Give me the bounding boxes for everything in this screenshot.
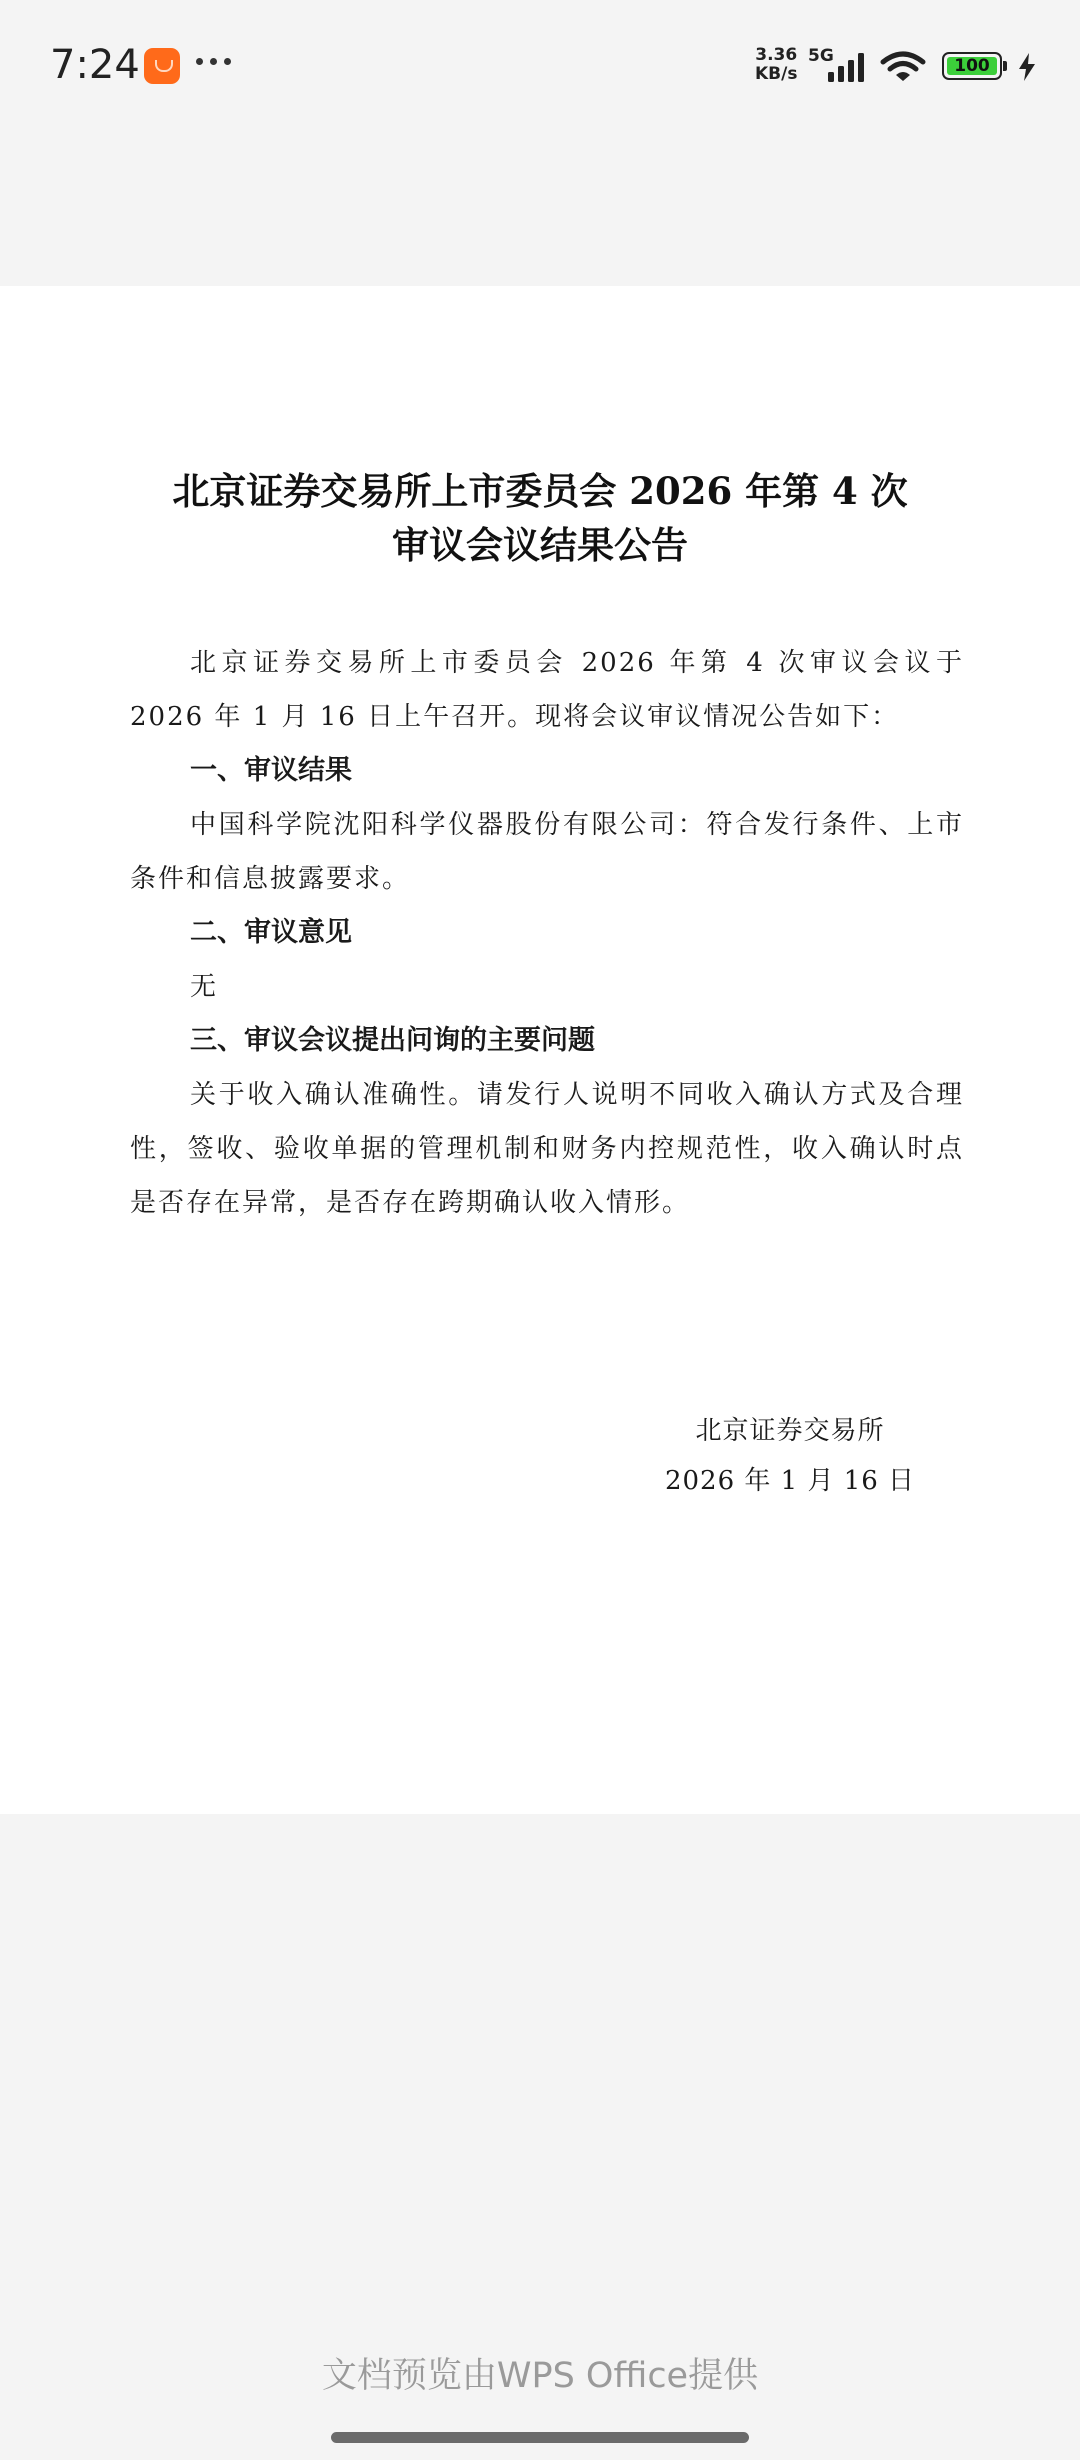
charging-icon	[1016, 52, 1038, 82]
battery-icon	[942, 52, 1010, 84]
title-line-1: 北京证券交易所上市委员会 2026 年第 4 次	[172, 469, 908, 513]
signal-icon	[826, 52, 870, 82]
home-indicator[interactable]	[331, 2432, 749, 2443]
status-time: 7:24	[50, 42, 140, 88]
section-heading-opinions: 二、审议意见	[190, 917, 352, 948]
signature-org: 北京证券交易所	[695, 1416, 885, 1446]
section-text-questions: 关于收入确认准确性。请发行人说明不同收入确认方式及合理性，签收、验收单据的管理机制和财务内控规范性，收入确认时点是否存在异常，是否存在跨期确认收入情形。	[130, 1080, 964, 1218]
document-title	[0, 464, 1080, 572]
section-heading-questions: 三、审议会议提出问询的主要问题	[190, 1025, 595, 1056]
section-text-opinions: 无	[190, 972, 217, 1002]
network-type: 5G	[808, 46, 834, 66]
signature-block	[640, 1406, 940, 1506]
net-speed-unit: KB/s	[755, 64, 798, 84]
section-heading-results: 一、审议结果	[190, 755, 352, 786]
net-speed	[755, 46, 797, 84]
document-page[interactable]	[0, 286, 1080, 1814]
taobao-app-icon	[144, 48, 180, 84]
signature-date: 2026 年 1 月 16 日	[664, 1466, 916, 1496]
wps-credit-text: 文档预览由WPS Office提供	[321, 2356, 759, 2396]
net-speed-value: 3.36	[755, 45, 798, 65]
more-dots-icon	[196, 58, 231, 65]
intro-paragraph: 北京证券交易所上市委员会 2026 年第 4 次审议会议于 2026 年 1 月 16 日上午召开。现将会议审议情况公告如下：	[130, 648, 964, 732]
battery-level: 100	[947, 57, 997, 75]
title-line-2: 审议会议结果公告	[392, 523, 688, 567]
section-text-results: 中国科学院沈阳科学仪器股份有限公司：符合发行条件、上市条件和信息披露要求。	[130, 810, 964, 894]
wifi-icon	[880, 50, 926, 84]
document-body	[130, 636, 964, 1230]
status-bar	[0, 0, 1080, 140]
